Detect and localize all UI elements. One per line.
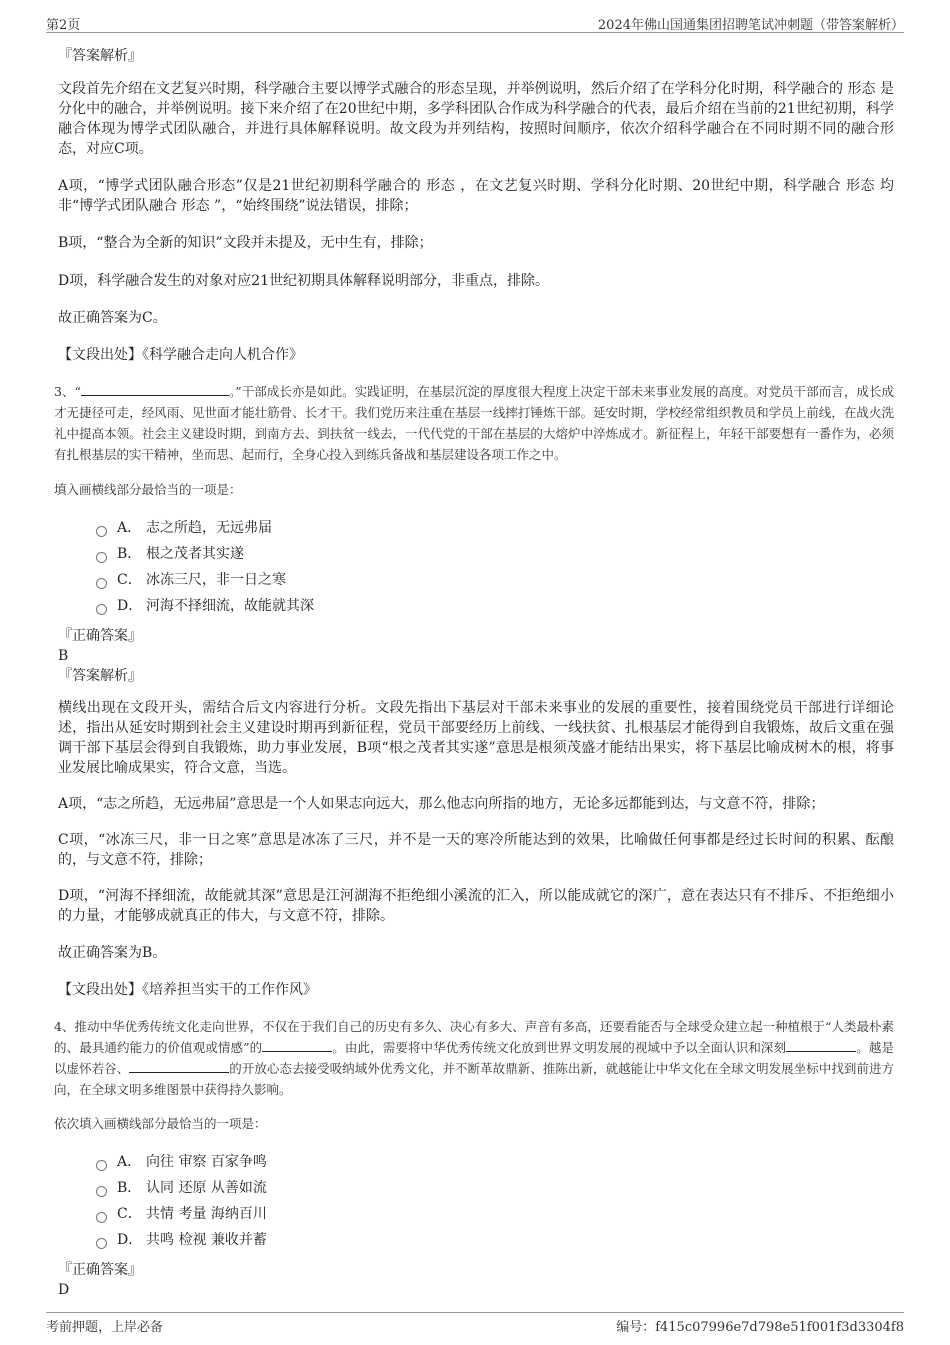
q4-options: [58, 1149, 894, 1253]
q3-lead: 3、“: [54, 384, 81, 399]
radio-icon[interactable]: [96, 1160, 107, 1171]
q3-instruction: 填入画横线部分最恰当的一项是：: [54, 482, 242, 497]
q2-source: 【文段出处】《科学融合走向人机合作》: [58, 347, 303, 363]
q3-option-c-analysis: C项，“冰冻三尺，非一日之寒”意思是冰冻了三尺，并不是一天的寒冷所能达到的效果，比喻做任何事都是经过长时间的积累、酝酿的，与文意不符，排除；: [58, 832, 894, 868]
q4-blank-3: [129, 1060, 229, 1073]
radio-icon[interactable]: [96, 578, 107, 589]
document-code: 编号：f415c07996e7d798e51f001f3d3304f8: [616, 1320, 904, 1335]
q3-conclusion: 故正确答案为B。: [58, 945, 167, 961]
q4-option-d[interactable]: D． 共鸣 检视 兼收并蓄: [96, 1227, 894, 1253]
q4-instruction: 依次填入画横线部分最恰当的一项是：: [54, 1116, 267, 1131]
q3-answer: B: [58, 648, 69, 664]
q2-analysis-label: 『答案解析』: [58, 48, 142, 64]
q2-analysis-text: 文段首先介绍在文艺复兴时期，科学融合主要以博学式融合的形态呈现，并举例说明，然后介绍了在学科分化时期，科学融合的 形态 是分化中的融合，并举例说明。接下来介绍了在20世纪中期，多学科团队合作成为科学融合的代表，最后介绍在当前的21世纪初期，科学融合体现为博学式团队融合，并进行具体解释说明。故文段为并列结构，按照时间顺序，依次介绍科学融合在不同时期不同的融合形态，对应C项。: [58, 81, 894, 157]
q3-blank: [81, 383, 229, 396]
q3-option-d-analysis: D项，“河海不择细流，故能就其深”意思是江河湖海不拒绝细小溪流的汇入，所以能成就它的深广，意在表达只有不排斥、不拒绝细小的力量，才能够成就真正的伟大，与文意不符，排除。: [58, 888, 894, 924]
q3-options: [58, 515, 894, 619]
page-header: [46, 12, 904, 33]
main-content: [54, 46, 894, 1300]
q2-option-b-analysis: B项，“整合为全新的知识”文段并未提及，无中生有，排除；: [58, 235, 433, 251]
q3-analysis-text: 横线出现在文段开头，需结合后文内容进行分析。文段先指出下基层对干部未来事业的发展的重要性，接着围绕党员干部进行详细论述，指出从延安时期到社会主义建设时期再到新征程，党员干部要经历上前线、一线扶贫、扎根基层才能得到自我锻炼，故后文重在强调干部下基层会得到自我锻炼，助力事业发展，B项“根之茂者其实遂”意思是根须茂盛才能结出果实，将下基层比喻成树木的根，将事业发展比喻成果实，符合文意，当选。: [58, 700, 894, 776]
q4-question: 4、推动中华优秀传统文化走向世界，不仅在于我们自己的历史有多久、决心有多大、声音有多高，还要看能否与全球受众建立起一种植根于“人类最朴素的、最具通约能力的价值观或情感”的 。由此，需要将中华优秀传统文化放到世界文明发展的视域中予以全面认识和深刻 。越是以虚怀若谷、 的开放心态去接受吸纳域外优秀文化，并不断革故鼎新、推陈出新，就越能让中华文化在全球文明发展坐标中找到前进方向，在全球文明多维图景中获得持久影响。: [54, 1019, 894, 1097]
radio-icon[interactable]: [96, 526, 107, 537]
q3-question: [54, 381, 894, 465]
q3-analysis-label: 『答案解析』: [58, 668, 142, 684]
q3-option-b[interactable]: B． 根之茂者其实遂: [96, 541, 894, 567]
radio-icon[interactable]: [96, 1238, 107, 1249]
q4-option-c[interactable]: C． 共情 考量 海纳百川: [96, 1201, 894, 1227]
page-number: 第2页: [46, 18, 81, 33]
q4-blank-2: [786, 1039, 856, 1052]
q2-option-a-analysis: A项，“博学式团队融合形态”仅是21世纪初期科学融合的 形态 ，在文艺复兴时期、学科分化时期、20世纪中期，科学融合 形态 均非“博学式团队融合 形态 ”，“始终围绕”说法错误，排除；: [58, 178, 894, 214]
q4-blank-1: [262, 1039, 332, 1052]
q3-option-a[interactable]: A． 志之所趋，无远弗届: [96, 515, 894, 541]
q3-question-text: 。”干部成长亦是如此。实践证明，在基层沉淀的厚度很大程度上决定干部未来事业发展的高度。对党员干部而言，成长成才无捷径可走，经风雨、见世面才能壮筋骨、长才干。我们党历来注重在基层一线摔打锤炼干部。延安时期，学校经常组织教员和学员上前线，在战火洗礼中提高本领。社会主义建设时期，到南方去、到扶贫一线去，一代代党的干部在基层的大熔炉中淬炼成才。新征程上，年轻干部要想有一番作为，必须有扎根基层的实干精神，坐而思、起而行，全身心投入到练兵备战和基层建设各项工作之中。: [54, 384, 894, 462]
q4-option-b[interactable]: B． 认同 还原 从善如流: [96, 1175, 894, 1201]
q3-answer-label: 『正确答案』: [58, 628, 142, 644]
document-title: 2024年佛山国通集团招聘笔试冲刺题（带答案解析）: [597, 18, 904, 33]
q3-option-d[interactable]: D． 河海不择细流，故能就其深: [96, 593, 894, 619]
q4-answer: D: [58, 1282, 70, 1298]
q2-option-d-analysis: D项，科学融合发生的对象对应21世纪初期具体解释说明部分，非重点，排除。: [58, 273, 550, 289]
radio-icon[interactable]: [96, 552, 107, 563]
q4-option-a[interactable]: A． 向往 审察 百家争鸣: [96, 1149, 894, 1175]
radio-icon[interactable]: [96, 1212, 107, 1223]
q4-answer-label: 『正确答案』: [58, 1262, 142, 1278]
q3-option-a-analysis: A项，“志之所趋，无远弗届”意思是一个人如果志向远大，那么他志向所指的地方，无论多远都能到达，与文意不符，排除；: [58, 796, 825, 812]
page-footer: [46, 1312, 904, 1335]
radio-icon[interactable]: [96, 1186, 107, 1197]
footer-slogan: 考前押题，上岸必备: [46, 1320, 164, 1335]
q3-option-c[interactable]: C． 冰冻三尺，非一日之寒: [96, 567, 894, 593]
radio-icon[interactable]: [96, 604, 107, 615]
q3-source: 【文段出处】《培养担当实干的工作作风》: [58, 982, 317, 998]
q2-conclusion: 故正确答案为C。: [58, 310, 167, 326]
